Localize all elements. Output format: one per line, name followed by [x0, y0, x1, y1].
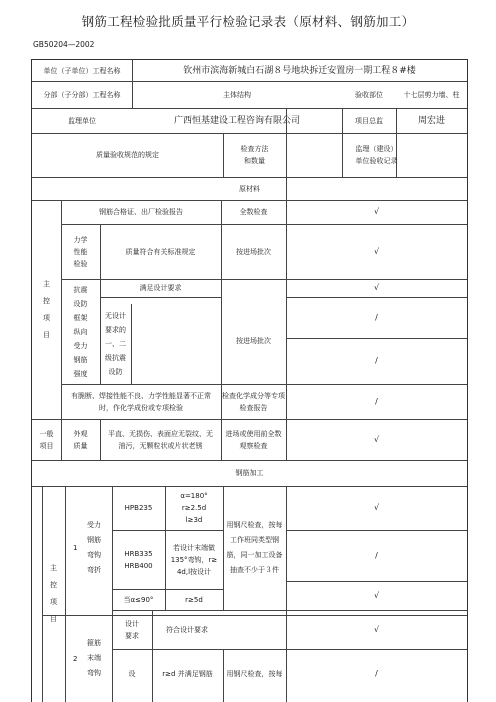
rule [100, 297, 221, 298]
appearance-spec-line: 平直、无损伤、表面应无裂纹、无 [108, 429, 213, 438]
hook-result-2: / [375, 550, 378, 560]
chief-supervisor-value: 周宏进 [417, 115, 445, 126]
proc-main-control-char: 主 [50, 564, 57, 572]
hrb-grade [112, 530, 165, 589]
design-requirement-result: √ [373, 624, 380, 634]
main-control-char: 主 [43, 279, 50, 288]
certificate-method: 全数检查 [239, 208, 268, 216]
proc-main-control-char: 项 [50, 598, 57, 606]
mechanical-label-line: 检验 [73, 259, 88, 268]
hrb-req-line: 4d,l按设计 [176, 567, 212, 576]
unit-name-value: 钦州市滨海新城白石湖８号地块拆迁安置房一期工程８#楼 [183, 65, 416, 76]
hook-result-3: √ [373, 590, 380, 600]
standard-code: GB50204—2002 [33, 40, 95, 49]
last-row-method: 用钢尺检查，按每 [226, 670, 283, 678]
seismic-label-line: 抗震 [73, 285, 88, 294]
design-requirement-label [112, 610, 152, 649]
no-design-line: 要求的 [105, 326, 126, 334]
hook-label-line: 钢筋 [87, 536, 101, 544]
spec-heading: 质量验收规范的规定 [96, 151, 159, 159]
record-heading-line: 监理（建设） [355, 145, 398, 153]
hook-method-line: 筋，同一加工设备 [226, 551, 283, 559]
hook-label-line: 受力 [87, 521, 101, 529]
method-heading-line: 和数量 [244, 157, 265, 165]
no-design-line: 级抗震 [105, 354, 126, 362]
section-processing: 钢筋加工 [235, 469, 264, 477]
hook-result-1: √ [373, 503, 380, 512]
design-requirement-spec: 符合设计要求 [166, 625, 208, 634]
hook-method-line: 抽查不少于３件 [230, 566, 279, 574]
appearance-spec [100, 419, 221, 460]
no-design-method: 按进场批次 [236, 336, 271, 345]
stirrup-label-line: 末端 [87, 654, 101, 662]
seismic-label-line: 框架 [73, 313, 88, 322]
section-raw-materials: 原材料 [239, 184, 260, 193]
proc-main-control-char: 目 [50, 615, 57, 623]
abnormal-spec-line: 有脆断、焊接性能不良、力学性能显著不正常 [71, 391, 211, 400]
proc-main-control-label [42, 486, 65, 702]
no-design-line: 无设计 [105, 312, 126, 320]
last-row-result: / [375, 669, 378, 678]
hook-method-line: 工作班同类型钢 [230, 536, 279, 544]
mechanical-label-line: 力学 [73, 235, 88, 244]
acceptance-part-label: 验收部位 [355, 90, 383, 99]
main-control-label [32, 200, 61, 419]
proc-main-control-char: 控 [50, 581, 57, 589]
appearance-label [61, 419, 100, 460]
hook-label-line: 弯折 [87, 566, 101, 574]
general-item-label [32, 419, 61, 460]
bend-angle: 当α≤90° [123, 595, 154, 604]
no-design-line: 设防 [108, 368, 123, 376]
supervision-unit-label: 监理单位 [68, 116, 96, 125]
no-design-label [100, 304, 131, 384]
seismic-label [61, 279, 100, 384]
appearance-method [221, 419, 286, 460]
method-heading [223, 133, 286, 177]
method-heading-line: 检查方法 [240, 145, 269, 153]
hrb-req-line: 135°弯钩，r≥ [170, 555, 218, 564]
hook-method-line: 用钢尺检查，按每 [226, 521, 283, 529]
acceptance-part-value: 十七层剪力墙、柱 [403, 90, 460, 99]
abnormal-method-line: 检查报告 [239, 403, 268, 412]
hpb-requirement [165, 486, 223, 530]
document-title: 钢筋工程检验批质量平行检验记录表（原材料、钢筋加工） [81, 14, 415, 29]
mechanical-method: 按进场批次 [236, 247, 271, 256]
no-design-result-2: / [375, 356, 378, 365]
abnormal-method [221, 384, 286, 419]
rule [131, 304, 132, 384]
record-heading-line: 单位验收记录 [355, 157, 398, 165]
inspection-table [31, 59, 468, 702]
design-req-line: 要求 [125, 631, 139, 640]
main-control-char: 项 [43, 313, 50, 322]
hrb-grade-line: HRB335 [124, 549, 153, 558]
appearance-method-line: 观察检查 [239, 441, 268, 450]
mechanical-label [61, 224, 100, 279]
subdivision-name-value: 主体结构 [223, 90, 251, 99]
subdivision-name-label: 分部（子分部）工程名称 [43, 90, 121, 99]
hrb-grade-line: HRB400 [124, 561, 153, 570]
hpb-req-line: r≥2.5d [181, 504, 207, 512]
appearance-result: √ [373, 434, 380, 444]
main-control-char: 目 [43, 330, 50, 339]
mechanical-result: √ [373, 246, 380, 256]
mechanical-spec: 质量符合有关标准规定 [125, 247, 196, 256]
record-heading [286, 133, 467, 177]
last-row-requirement: r≥d 并满足钢筋 [162, 670, 213, 678]
appearance-label-line: 质量 [73, 441, 88, 450]
appearance-spec-line: 油污，无颗粒状或片状老锈 [118, 441, 203, 450]
abnormal-spec [61, 384, 221, 419]
hook-label-line: 弯钩 [87, 551, 101, 559]
last-row-prefix: 设 [128, 670, 136, 678]
stirrup-label [76, 615, 112, 702]
no-design-line: 一、二 [105, 340, 126, 348]
hook-label [76, 486, 112, 610]
no-design-result-1: / [375, 312, 378, 322]
unit-name-label: 单位（子单位）工程名称 [43, 66, 121, 75]
seismic-spec: 满足设计要求 [139, 284, 182, 292]
supervision-unit-value: 广西恒基建设工程咨询有限公司 [173, 115, 300, 126]
main-control-char: 控 [43, 296, 50, 305]
appearance-method-line: 进场或使用前全数 [225, 429, 282, 438]
seismic-label-line: 设防 [73, 299, 88, 308]
hrb-req-line: 若设计末端做 [173, 543, 215, 552]
certificate-spec: 钢筋合格证、出厂检验报告 [99, 208, 183, 216]
hook-method [223, 486, 286, 610]
abnormal-method-line: 检查化学成分等专项 [222, 391, 285, 400]
hpb-req-line: α=180° [180, 492, 208, 500]
appearance-label-line: 外观 [73, 429, 88, 438]
seismic-result: √ [373, 283, 380, 292]
hpb-req-line: l≥3d [185, 516, 203, 524]
hpb-grade: HPB235 [124, 504, 153, 512]
seismic-label-line: 受力 [73, 341, 88, 350]
hrb-requirement [165, 530, 223, 589]
chief-supervisor-label: 项目总监 [355, 116, 383, 125]
design-req-line: 设计 [125, 619, 139, 628]
stirrup-label-line: 弯钩 [87, 669, 101, 677]
seismic-label-line: 强度 [73, 369, 88, 378]
abnormal-result: / [375, 396, 378, 406]
mechanical-label-line: 性能 [73, 247, 88, 256]
proc-item-number-1: 1 [73, 544, 78, 552]
proc-item-number-2: 2 [73, 654, 78, 663]
bend-requirement: r≥5d [185, 595, 203, 604]
general-item-line: 项目 [39, 441, 54, 450]
seismic-label-line: 钢筋 [73, 355, 88, 364]
stirrup-label-line: 箍筋 [87, 639, 101, 647]
seismic-label-line: 纵向 [73, 327, 88, 336]
abnormal-spec-line: 时，作化学成份或专项检验 [99, 403, 183, 412]
certificate-result: √ [373, 207, 380, 216]
general-item-line: 一般 [39, 429, 54, 438]
